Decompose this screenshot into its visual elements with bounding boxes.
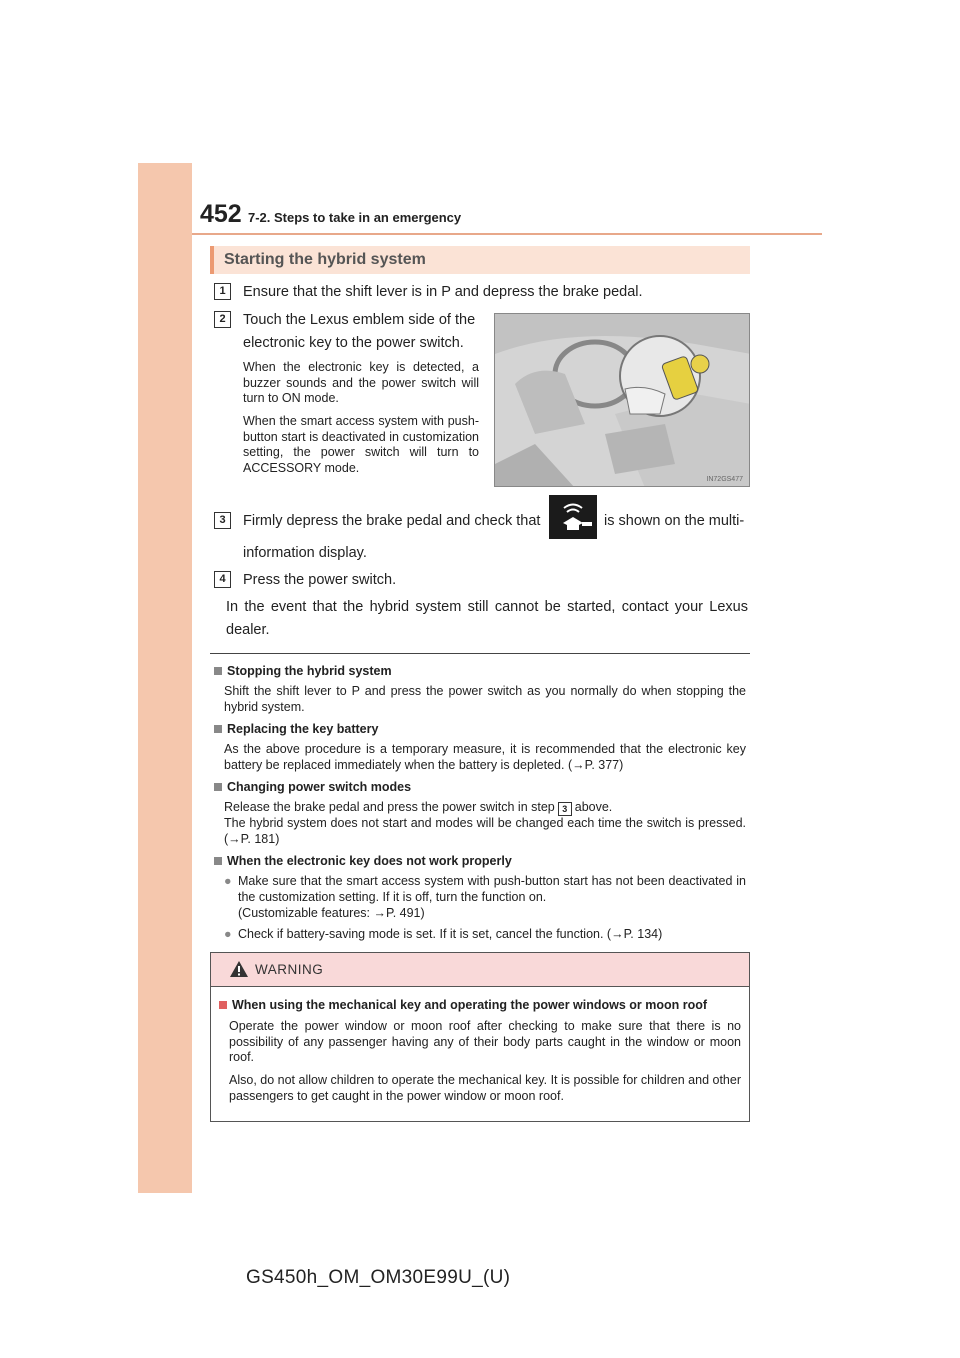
step-1-number: 1 — [214, 283, 231, 300]
note-key-title: When the electronic key does not work properly — [214, 854, 512, 868]
key-indicator-icon — [549, 495, 597, 539]
warning-paragraph-1: Operate the power window or moon roof after checking to make sure that there is no possibility of any passenger having any of their body parts caught in the window or moon roof. — [229, 1019, 741, 1064]
section-title: Starting the hybrid system — [224, 251, 426, 268]
note-modes-line1: Release the brake pedal and press the power switch in step 3 above. — [224, 800, 613, 814]
document-id: GS450h_OM_OM30E99U_(U) — [246, 1267, 511, 1288]
side-tab — [138, 163, 192, 1193]
car-interior-drawing — [495, 314, 750, 487]
header-rule — [192, 233, 822, 235]
step-2-note-2: When the smart access system with push-button start is deactivated in customization setting, the power switch will turn to ACCESSORY mode. — [243, 414, 479, 475]
note-modes-title: Changing power switch modes — [214, 780, 411, 794]
step-2-text: Touch the Lexus emblem side of the electronic key to the power switch. — [243, 312, 476, 351]
key-touch-illustration — [494, 313, 750, 487]
page-number: 452 — [200, 200, 242, 228]
step-1-text: Ensure that the shift lever is in P and depress the brake pedal. — [243, 284, 643, 300]
section-header — [210, 246, 750, 274]
image-code: IN72GS477 — [706, 476, 743, 483]
bullet-icon: ● — [224, 874, 232, 888]
note-modes-line2: The hybrid system does not start and modes will be changed each time the switch is pressed.(→P. 181) — [224, 816, 746, 846]
closing-text: In the event that the hybrid system still cannot be started, contact your Lexus dealer. — [226, 599, 748, 638]
note-key-bullet-1: Make sure that the smart access system with push-button start has not been deactivated in the customization setting. If it is off, turn the function on. — [238, 874, 746, 904]
note-battery-text: As the above procedure is a temporary measure, it is recommended that the electronic key battery be replaced immediately when the battery is depleted. (→P. 377) — [224, 742, 746, 772]
section-divider — [210, 653, 750, 654]
step-3-text-before: Firmly depress the brake pedal and check that — [243, 513, 541, 529]
note-stopping-text: Shift the shift lever to P and press the power switch as you normally do when stopping the hybrid system. — [224, 684, 746, 714]
step-3-text-after: is shown on the multi- — [604, 513, 745, 529]
bullet-icon: ● — [224, 927, 232, 941]
step-3-text-line2: information display. — [243, 545, 367, 561]
step-4-number: 4 — [214, 571, 231, 588]
step-2-note-1: When the electronic key is detected, a buzzer sounds and the power switch will turn to ON mode. — [243, 360, 479, 405]
step-3-number: 3 — [214, 512, 231, 529]
warning-header — [211, 953, 749, 987]
warning-title: When using the mechanical key and operating the power windows or moon roof — [219, 998, 707, 1012]
note-stopping-title: Stopping the hybrid system — [214, 664, 392, 678]
note-key-bullet-2: Check if battery-saving mode is set. If it is set, cancel the function. (→P. 134) — [238, 927, 663, 941]
step-4-text: Press the power switch. — [243, 572, 397, 588]
step-2-number: 2 — [214, 311, 231, 328]
warning-triangle-icon — [229, 960, 249, 978]
chapter-title: 7-2. Steps to take in an emergency — [248, 210, 462, 225]
note-key-bullet-1-extra: (Customizable features: →P. 491) — [238, 906, 425, 920]
step-ref-box: 3 — [558, 802, 572, 816]
warning-box — [210, 952, 750, 1122]
warning-paragraph-2: Also, do not allow children to operate the mechanical key. It is possible for children and other passengers to get caught in the power window or moon roof. — [229, 1073, 741, 1103]
warning-label: WARNING — [255, 962, 324, 977]
note-battery-title: Replacing the key battery — [214, 722, 378, 736]
